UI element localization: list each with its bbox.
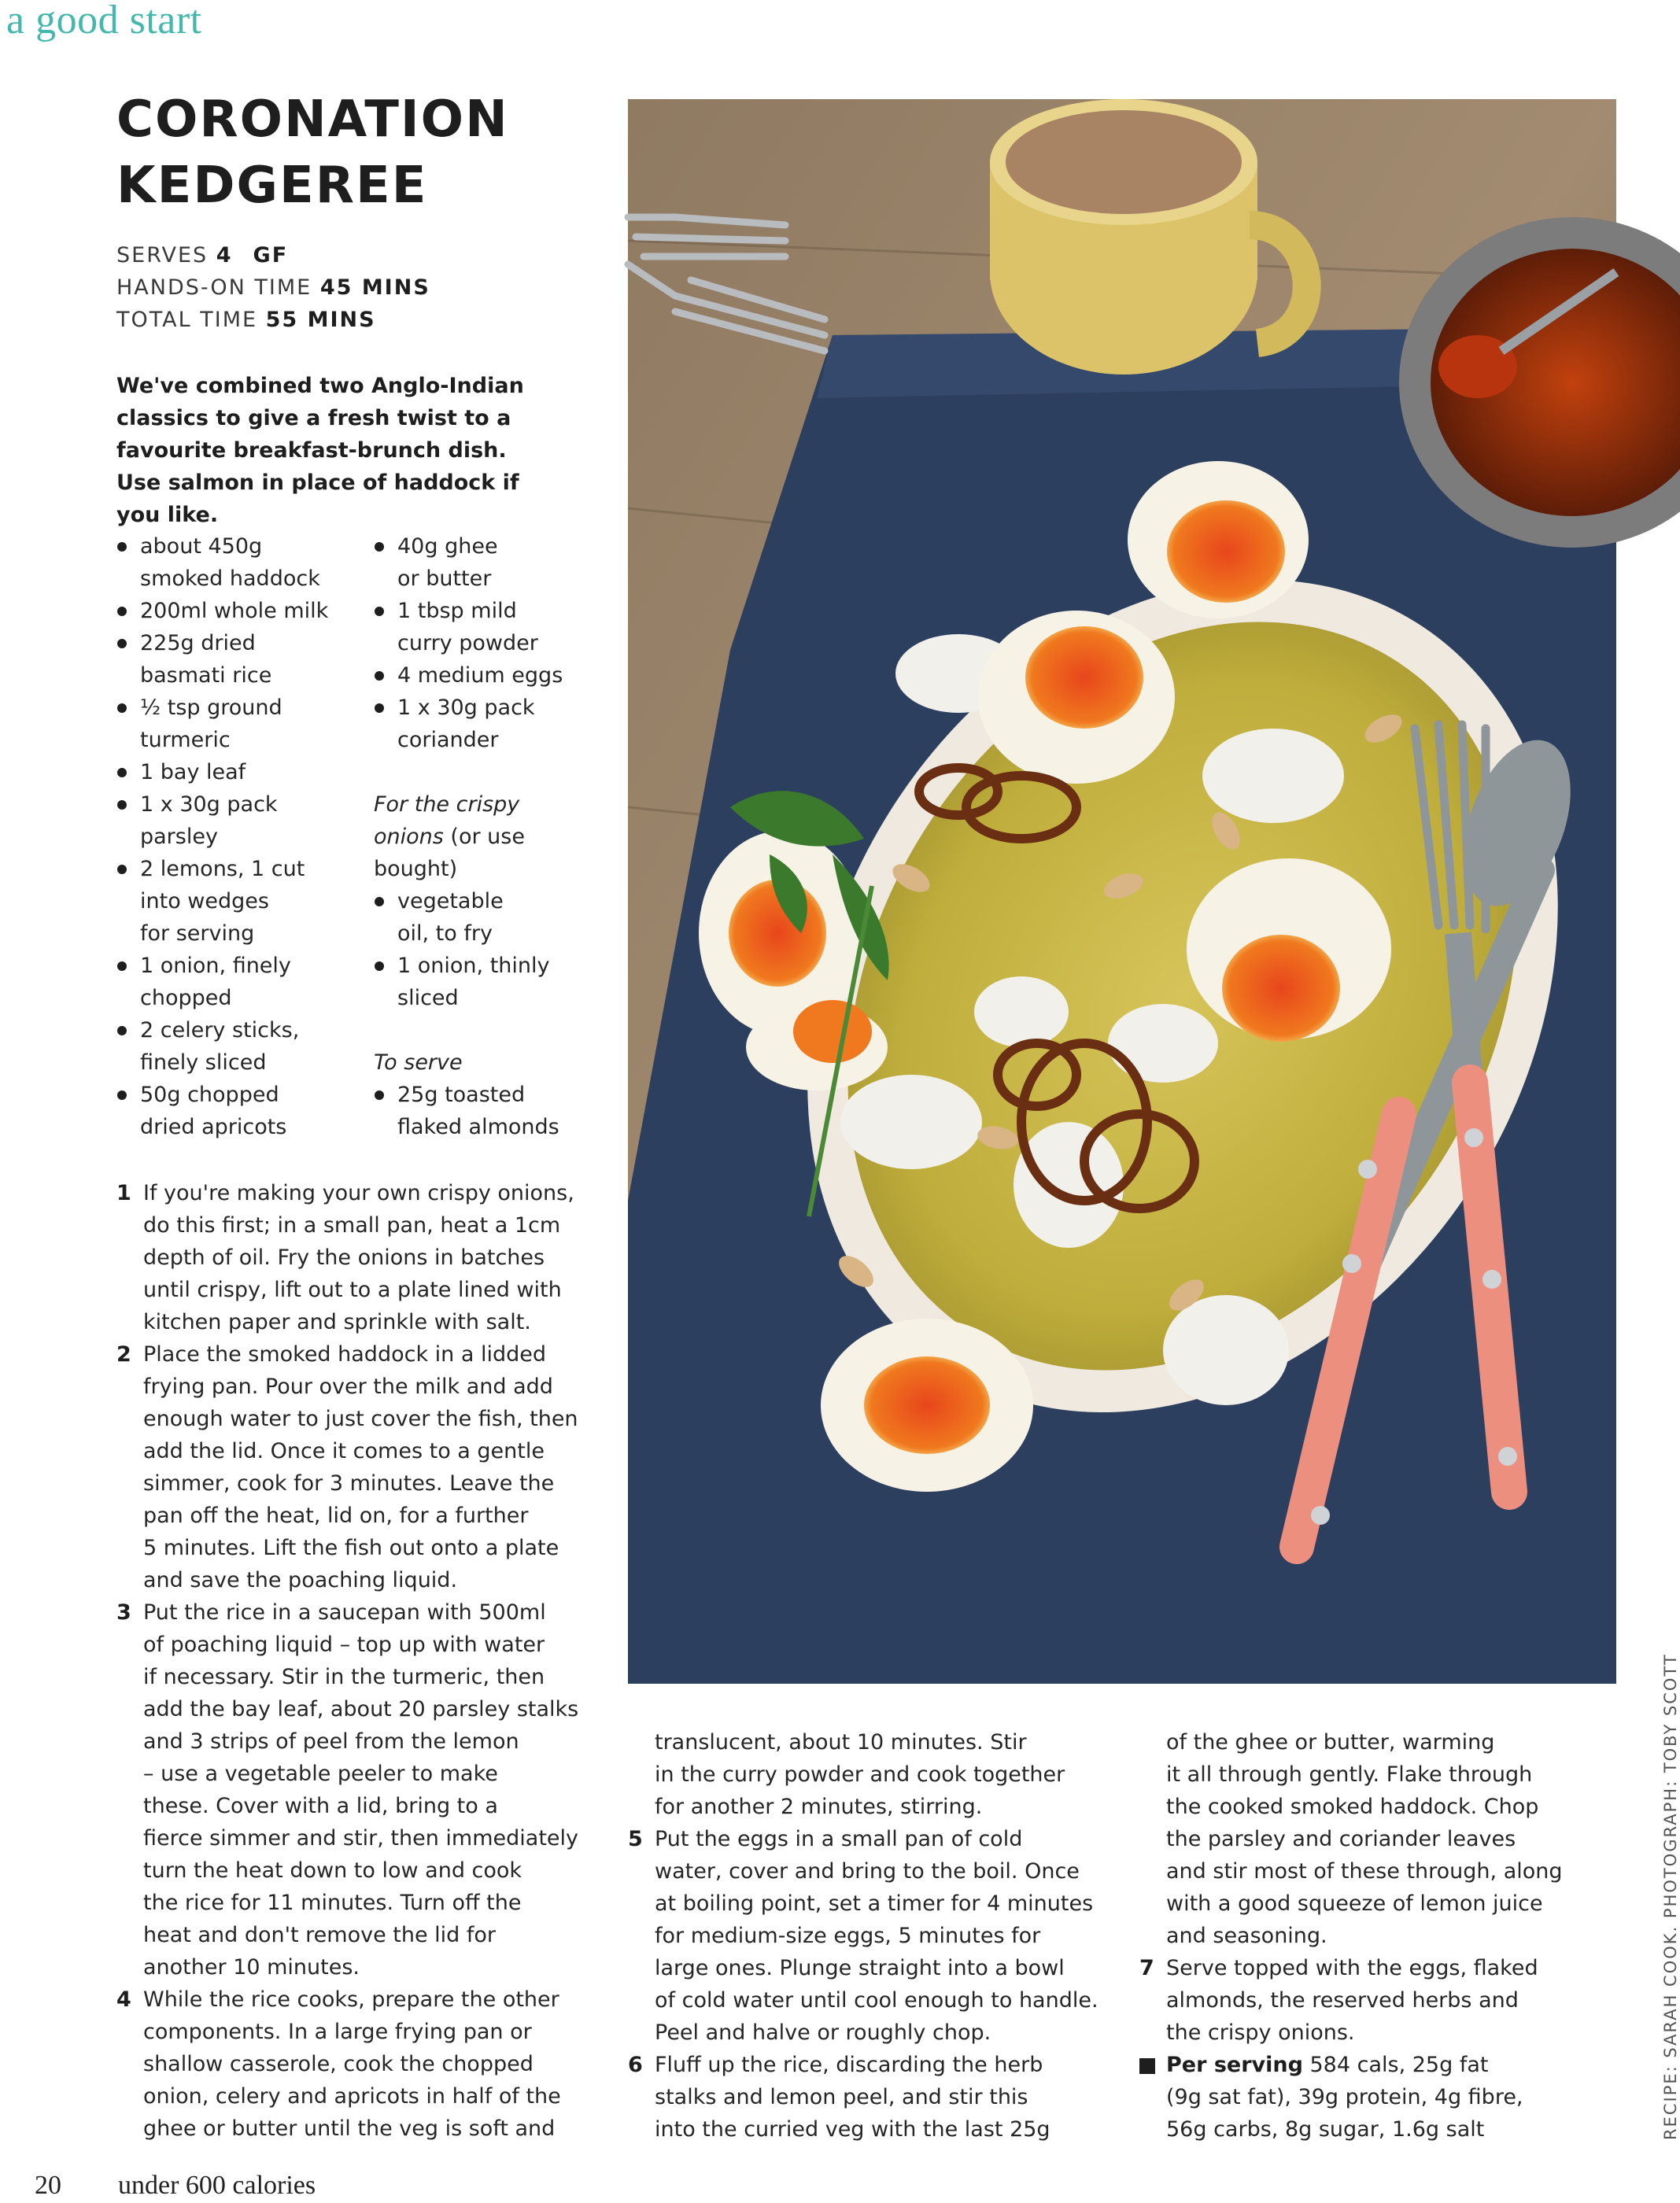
ingredient-item: ½ tsp ground turmeric [116,692,353,756]
ingredient-item: 1 onion, finely chopped [116,950,353,1014]
method-line: for another 2 minutes, stirring. [655,1795,983,1819]
title-line-2: KEDGEREE [116,157,428,215]
to-serve-heading: To serve [374,1050,463,1075]
ingredient-item: 1 x 30g pack parsley [116,788,353,853]
method-line: and stir most of these through, along [1166,1859,1563,1884]
method-line: the crispy onions. [1166,2020,1355,2045]
square-bullet-icon [1139,2058,1155,2074]
method-line: the cooked smoked haddock. Chop [1166,1795,1539,1819]
crispy-onions-list [374,885,578,1014]
method-line: enough water to just cover the fish, then [143,1407,578,1431]
method-line: do this first; in a small pan, heat a 1cm [143,1213,561,1238]
method-line: While the rice cooks, prepare the other [143,1987,559,2012]
ingredient-item: 50g chopped dried apricots [116,1079,353,1143]
method-column-3 [1139,1726,1588,2146]
method-line: pan off the heat, lid on, for a further [143,1504,529,1528]
method-line: – use a vegetable peeler to make [143,1762,498,1786]
method-line: 5 minutes. Lift the fish out onto a plate [143,1536,559,1560]
gluten-free-badge: GF [253,243,289,268]
section-kicker: a good start [6,0,202,42]
method-line: and seasoning. [1166,1924,1327,1948]
method-step-1: 1 If you're making your own crispy onions, do this first; in a small pan, heat a 1cm depth of oil. Fry the onions in batches until crispy, lift out to a plate lined with kitchen paper and sprinkle with salt. [116,1177,589,1338]
ingredient-item: 40g ghee or butter [374,530,578,595]
page-number: 20 [35,2171,61,2200]
method-line: frying pan. Pour over the milk and add [143,1375,553,1399]
method-line: Peel and halve or roughly chop. [655,2020,991,2045]
photo-credit: RECIPE: SARAH COOK. PHOTOGRAPH: TOBY SCOTT [1661,1653,1680,2140]
method-line: Serve topped with the eggs, flaked [1166,1956,1538,1980]
ingredient-item: 25g toasted flaked almonds [374,1079,578,1143]
method-line: of the ghee or butter, warming [1166,1730,1495,1755]
method-step-5: 5 Put the eggs in a small pan of cold water, cover and bring to the boil. Once at boiling point, set a timer for 4 minutes for medium-size eggs, 5 minutes for large ones. Plunge straight into a bowl of cold water until cool enough to handle. Peel and halve or roughly chop. [628,1823,1120,2049]
method-line: ghee or butter until the veg is soft and [143,2116,556,2141]
recipe-meta [116,239,430,336]
method-step-4: 4 While the rice cooks, prepare the other components. In a large frying pan or shallow casserole, cook the chopped onion, celery and apricots in half of the ghee or butter until the veg is soft and [116,1983,589,2145]
method-line: into the curried veg with the last 25g [655,2117,1050,2142]
method-line: Put the eggs in a small pan of cold [655,1827,1023,1851]
method-line: add the lid. Once it comes to a gentle [143,1439,545,1463]
method-column-1 [116,1177,589,2145]
method-step-4-continued [628,1726,1120,1823]
method-step-3: 3 Put the rice in a saucepan with 500ml of poaching liquid – top up with water if necessary. Stir in the turmeric, then add the bay leaf, about 20 parsley stalks and 3 strips of peel from the lemon – use a vegetable peeler to make these. Cover with a lid, bring to a fierce simmer and stir, then immediately turn the heat down to low and cook the rice for 11 minutes. Turn off the heat and don't remove the lid for another 10 minutes. [116,1596,589,1983]
method-step-7: 7 Serve topped with the eggs, flaked almonds, the reserved herbs and the crispy onions. [1139,1952,1588,2049]
method-line: these. Cover with a lid, bring to a [143,1794,498,1818]
method-line: it all through gently. Flake through [1166,1762,1533,1787]
ingredient-item: 1 bay leaf [116,756,353,788]
ingredient-item: 2 celery sticks, finely sliced [116,1014,353,1079]
method-line: heat and don't remove the lid for [143,1923,497,1947]
method-line: kitchen paper and sprinkle with salt. [143,1310,531,1334]
method-line: If you're making your own crispy onions, [143,1181,574,1205]
ingredient-item: 1 x 30g pack coriander [374,692,578,756]
ingredients-column-2 [374,530,578,1143]
method-line: if necessary. Stir in the turmeric, then [143,1665,545,1689]
per-serving-nutrition: Per serving 584 cals, 25g fat (9g sat fat), 39g protein, 4g fibre, 56g carbs, 8g sugar, 1.6g salt [1139,2049,1588,2146]
method-line: onion, celery and apricots in half of the [143,2084,561,2109]
to-serve-list [374,1079,578,1143]
method-line: with a good squeeze of lemon juice [1166,1891,1543,1916]
method-line: another 10 minutes. [143,1955,360,1980]
method-line: the parsley and coriander leaves [1166,1827,1516,1851]
method-line: translucent, about 10 minutes. Stir [655,1730,1027,1755]
method-line: for medium-size eggs, 5 minutes for [655,1924,1041,1948]
method-line: until crispy, lift out to a plate lined with [143,1278,562,1302]
ingredients-list-main [374,530,578,756]
ingredient-item: 225g dried basmati rice [116,627,353,692]
footer-section: under 600 calories [118,2171,316,2200]
serves-row: SERVES 4 GF [116,243,289,268]
method-line: in the curry powder and cook together [655,1762,1065,1787]
crispy-onions-heading: For the crispy onions (or use bought) [374,792,525,881]
method-line: large ones. Plunge straight into a bowl [655,1956,1065,1980]
title-line-1: CORONATION [116,90,509,149]
method-line: at boiling point, set a timer for 4 minutes [655,1891,1094,1916]
method-line: stalks and lemon peel, and stir this [655,2085,1028,2109]
method-line: shallow casserole, cook the chopped [143,2052,534,2076]
method-line: depth of oil. Fry the onions in batches [143,1245,545,1270]
method-line: almonds, the reserved herbs and [1166,1988,1519,2013]
recipe-title [116,87,509,219]
ingredient-item: 1 tbsp mild curry powder [374,595,578,659]
method-line: turn the heat down to low and cook [143,1858,522,1883]
total-time-row: TOTAL TIME 55 MINS [116,308,376,332]
method-line: Place the smoked haddock in a lidded [143,1342,547,1367]
method-line: of cold water until cool enough to handle. [655,1988,1098,2013]
ingredients-column-1 [116,530,353,1143]
ingredient-item: about 450g smoked haddock [116,530,353,595]
ingredient-item: 2 lemons, 1 cut into wedges for serving [116,853,353,950]
method-line: Put the rice in a saucepan with 500ml [143,1600,546,1625]
method-line: fierce simmer and stir, then immediately [143,1826,579,1851]
method-line: and save the poaching liquid. [143,1568,458,1592]
method-line: components. In a large frying pan or [143,2020,532,2044]
method-step-6-continued [1139,1726,1588,1952]
ingredient-item: 4 medium eggs [374,659,578,692]
method-line: water, cover and bring to the boil. Once [655,1859,1080,1884]
method-line: and 3 strips of peel from the lemon [143,1729,519,1754]
ingredient-item: 1 onion, thinly sliced [374,950,578,1014]
kedgeree-photo [628,99,1616,1684]
method-line: Fluff up the rice, discarding the herb [655,2053,1043,2077]
ingredient-item: vegetable oil, to fry [374,885,578,950]
method-step-2: 2 Place the smoked haddock in a lidded frying pan. Pour over the milk and add enough water to just cover the fish, then add the lid. Once it comes to a gentle simmer, cook for 3 minutes. Leave the pan off the heat, lid on, for a further 5 minutes. Lift the fish out onto a plate and save the poaching liquid. [116,1338,589,1596]
method-step-6: 6 Fluff up the rice, discarding the herb stalks and lemon peel, and stir this into the curried veg with the last 25g [628,2049,1120,2146]
method-line: of poaching liquid – top up with water [143,1633,545,1657]
method-line: the rice for 11 minutes. Turn off the [143,1891,522,1915]
method-line: simmer, cook for 3 minutes. Leave the [143,1471,555,1496]
recipe-intro: We've combined two Anglo-Indian classics to give a fresh twist to a favourite breakfast-brunch dish. Use salmon in place of haddock if you like. [116,374,524,527]
ingredient-item: 200ml whole milk [116,595,353,627]
method-column-2 [628,1726,1120,2146]
hands-on-row: HANDS-ON TIME 45 MINS [116,275,430,300]
method-line: add the bay leaf, about 20 parsley stalks [143,1697,579,1721]
